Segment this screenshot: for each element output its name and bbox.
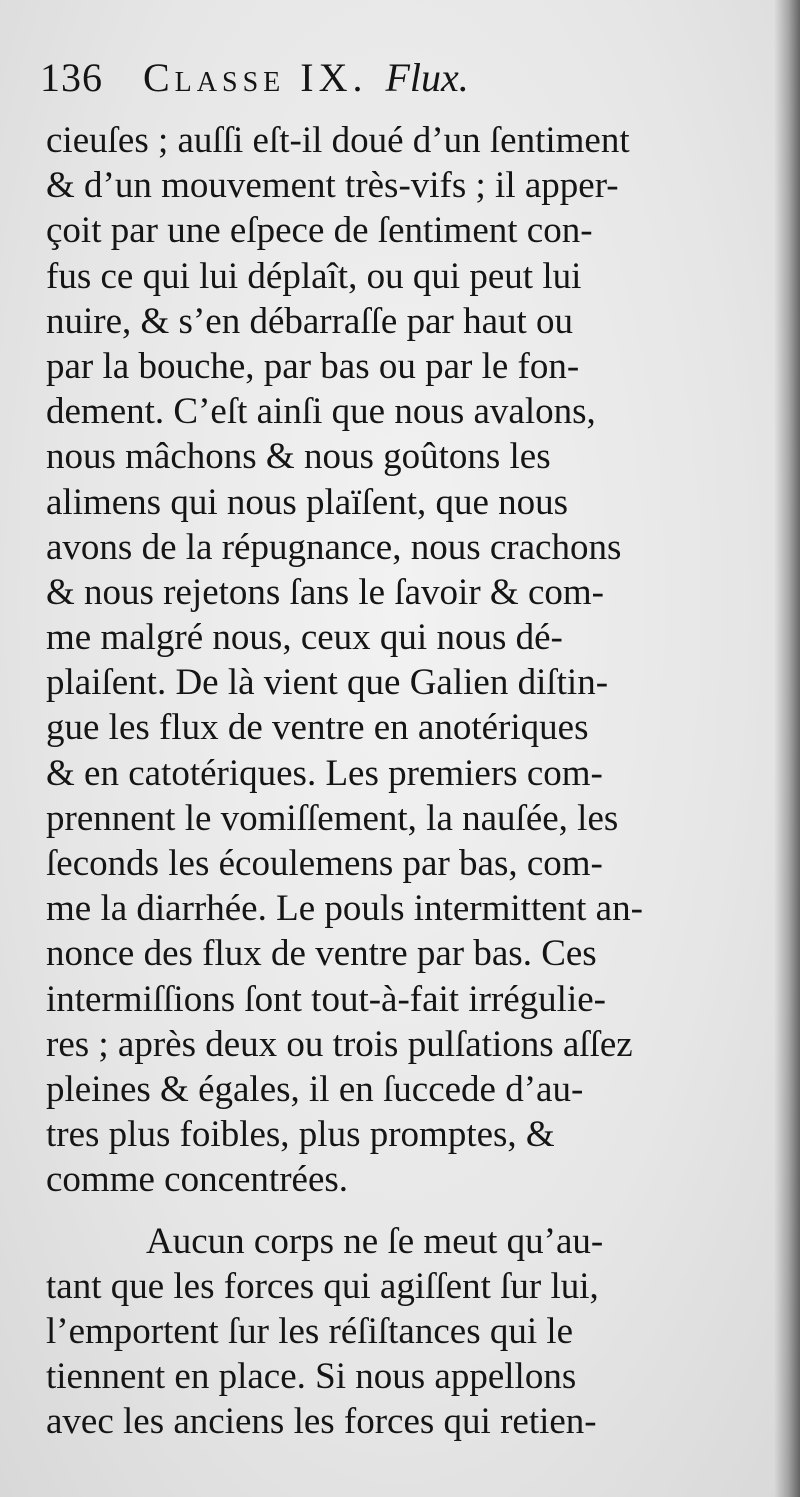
- text-line: avec les anciens les forces qui retien-: [46, 1401, 597, 1443]
- text-line: par la bouche, par bas ou par le fon-: [46, 345, 580, 387]
- text-line: tres plus foibles, plus promptes, &: [46, 1114, 555, 1156]
- body-text: [46, 118, 736, 1444]
- text-line: & en catotériques. Les premiers com-: [46, 752, 603, 794]
- text-line: comme concentrées.: [46, 1159, 349, 1201]
- text-line: & nous rejetons ſans le ſavoir & com-: [46, 571, 604, 613]
- text-line: pleines & égales, il en ſuccede d’au-: [46, 1068, 584, 1110]
- page-gutter-shadow: [774, 0, 800, 1497]
- text-line: alimens qui nous plaïſent, que nous: [46, 481, 569, 523]
- text-line: fus ce qui lui déplaît, ou qui peut lui: [46, 255, 582, 297]
- text-line: nonce des flux de ventre par bas. Ces: [46, 933, 597, 975]
- running-head-subject: Flux.: [385, 55, 469, 100]
- text-line: nous mâchons & nous goûtons les: [46, 436, 551, 478]
- text-line: plaiſent. De là vient que Galien diſtin-: [46, 662, 609, 704]
- text-line: l’emportent ſur les réſiſtances qui le: [46, 1310, 574, 1352]
- text-line: intermiſſions ſont tout-à-fait irrégulie-: [46, 978, 606, 1020]
- text-line: tiennent en place. Si nous appellons: [46, 1356, 577, 1398]
- text-line: nuire, & s’en débarraſſe par haut ou: [46, 300, 574, 342]
- text-line: avons de la répugnance, nous crachons: [46, 526, 622, 568]
- text-line: ſeconds les écoulemens par bas, com-: [46, 843, 603, 884]
- text-line: me malgré nous, ceux qui nous dé-: [46, 617, 563, 659]
- running-header: [40, 48, 740, 108]
- text-line: çoit par une eſpece de ſentiment con-: [46, 210, 593, 252]
- text-line: cieuſes ; auſſi eſt-il doué d’un ſentiment: [46, 120, 630, 161]
- text-line: gue les flux de ventre en anotériques: [46, 707, 589, 749]
- text-line: dement. C’eſt ainſi que nous avalons,: [46, 391, 596, 433]
- text-line: me la diarrhée. Le pouls intermittent an-: [46, 888, 643, 930]
- text-line: prennent le vomiſſement, la nauſée, les: [46, 797, 619, 839]
- page-number: 136: [40, 55, 103, 100]
- text-line: res ; après deux ou trois pulſations aſſez: [46, 1023, 633, 1065]
- text-line: & d’un mouvement très-vifs ; il apper-: [46, 165, 619, 207]
- text-line: tant que les forces qui agiſſent ſur lui,: [46, 1265, 599, 1307]
- paragraph-first-line: Aucun corps ne ſe meut qu’au-: [146, 1220, 604, 1262]
- running-head-title: Classe IX.: [143, 55, 368, 100]
